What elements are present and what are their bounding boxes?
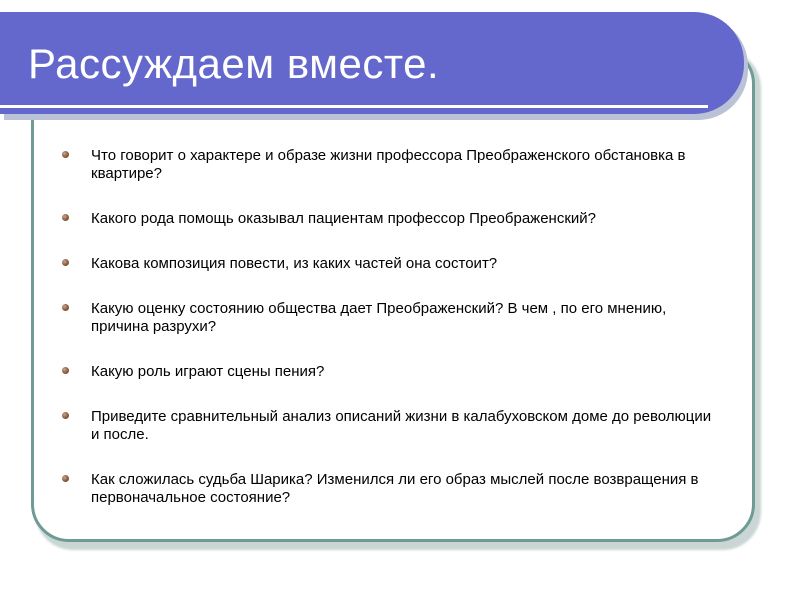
bullet-text: Как сложилась судьба Шарика? Изменился ли его образ мыслей после возвращения в первоначальное состояние?: [91, 471, 699, 506]
bullet-dot-icon: [62, 214, 69, 221]
bullet-dot-icon: [62, 151, 69, 158]
bullet-item: [60, 300, 720, 336]
bullet-item: [60, 408, 720, 444]
bullet-item: [60, 255, 720, 273]
bullet-text: Какова композиция повести, из каких частей она состоит?: [91, 255, 498, 272]
bullet-item: [60, 210, 720, 228]
bullet-item: [60, 471, 720, 507]
bullet-dot-icon: [62, 367, 69, 374]
bullet-item: [60, 363, 720, 381]
bullet-text: Какого рода помощь оказывал пациентам профессор Преображенский?: [91, 210, 596, 227]
bullet-list: [60, 147, 720, 534]
bullet-text: Что говорит о характере и образе жизни профессора Преображенского обстановка в квартире?: [91, 147, 686, 182]
bullet-dot-icon: [62, 475, 69, 482]
bullet-item: [60, 147, 720, 183]
bullet-dot-icon: [62, 259, 69, 266]
bullet-text: Какую роль играют сцены пения?: [91, 363, 325, 380]
slide-title: Рассуждаем вместе.: [28, 40, 440, 87]
bullet-text: Приведите сравнительный анализ описаний жизни в калабуховском доме до революции и после.: [91, 408, 712, 443]
bullet-text: Какую оценку состоянию общества дает Преображенский? В чем , по его мнению, причина разрухи?: [91, 300, 667, 335]
title-underline: [0, 105, 708, 108]
bullet-dot-icon: [62, 304, 69, 311]
bullet-dot-icon: [62, 412, 69, 419]
